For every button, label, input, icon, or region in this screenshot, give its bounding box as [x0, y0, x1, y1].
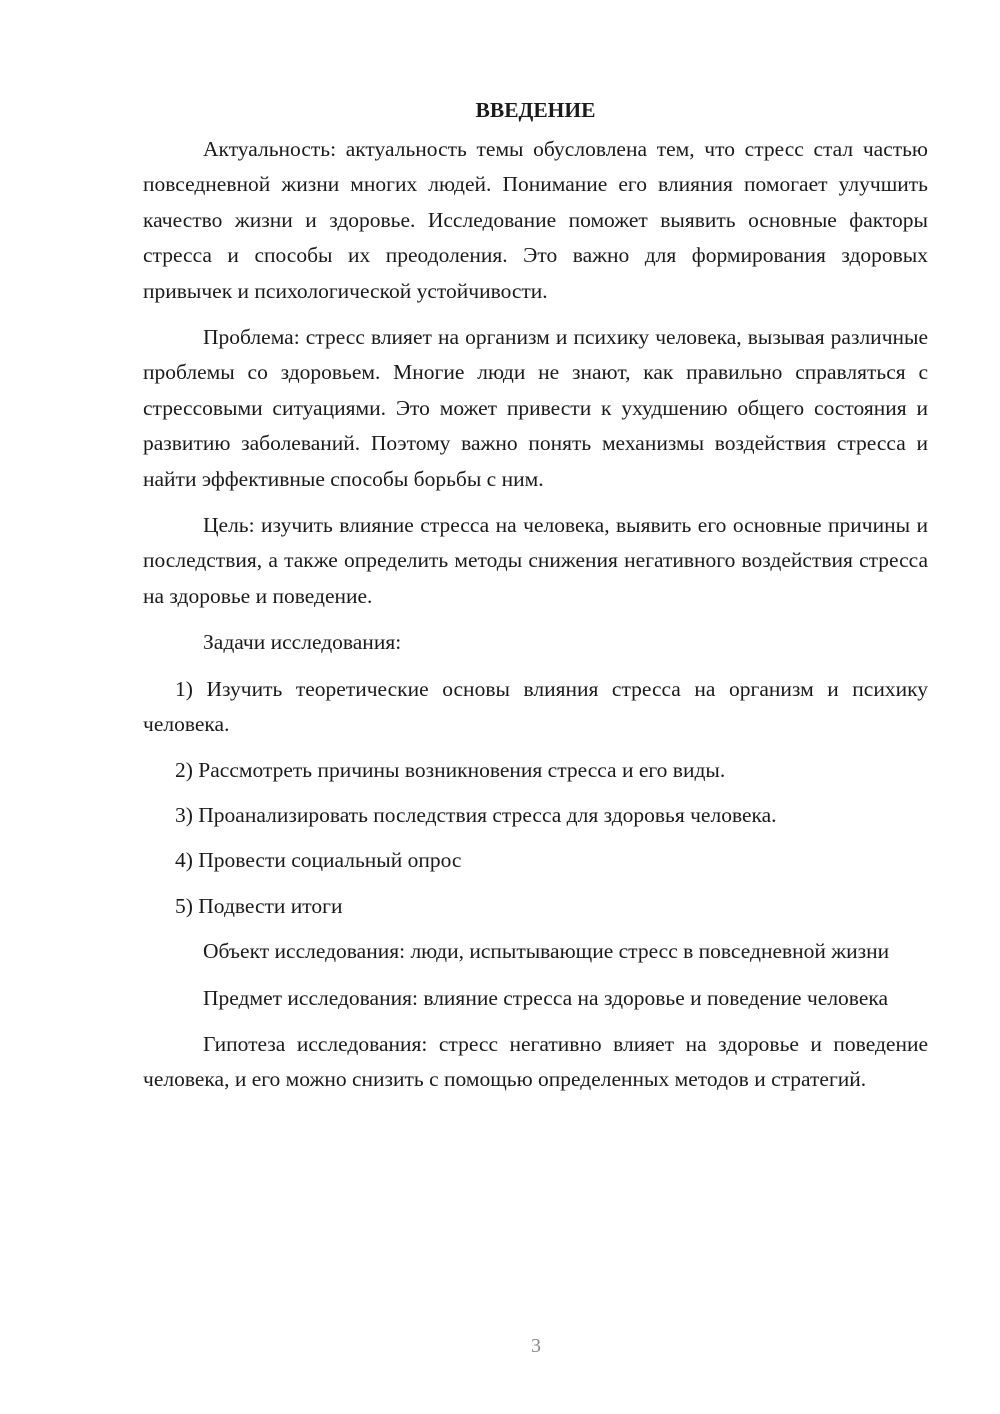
list-item-task-3: 3) Проанализировать последствия стресса для здоровья человека.	[175, 802, 777, 827]
paragraph-subject: Предмет исследования: влияние стресса на здоровье и поведение человека	[203, 985, 889, 1010]
list-item-task-2: 2) Рассмотреть причины возникновения стресса и его виды.	[175, 757, 726, 782]
page-number: 3	[531, 1335, 541, 1357]
page-title: ВВЕДЕНИЕ	[475, 98, 596, 122]
paragraph-problem: Проблема: стресс влияет на организм и психику человека, вызывая различные проблемы со здоровьем. Многие люди не знают, как правильно справляться с стрессовыми ситуациями. Это может привести к ухудшению общего состояния и развитию заболеваний. Поэтому важно понять механизмы воздействия стресса и найти эффективные способы борьбы с ним.	[143, 325, 928, 491]
list-item-task-5: 5) Подвести итоги	[175, 893, 343, 918]
paragraph-goal: Цель: изучить влияние стресса на человека, выявить его основные причины и последствия, а также определить методы снижения негативного воздействия стресса на здоровье и поведение.	[143, 513, 928, 608]
paragraph-hypothesis: Гипотеза исследования: стресс негативно влияет на здоровье и поведение человека, и его можно снизить с помощью определенных методов и стратегий.	[143, 1031, 928, 1092]
list-item-task-4: 4) Провести социальный опрос	[175, 848, 462, 873]
paragraph-object: Объект исследования: люди, испытывающие стресс в повседневной жизни	[203, 939, 890, 964]
list-item-task-1: 1) Изучить теоретические основы влияния стресса на организм и психику человека.	[143, 676, 928, 737]
tasks-heading: Задачи исследования:	[203, 630, 402, 655]
document-body	[143, 93, 928, 1098]
paragraph-relevance: Актуальность: актуальность темы обусловлена тем, что стресс стал частью повседневной жизни многих людей. Понимание его влияния помогает улучшить качество жизни и здоровье. Исследование поможет выявить основные факторы стресса и способы их преодоления. Это важно для формирования здоровых привычек и психологической устойчивости.	[143, 137, 928, 303]
